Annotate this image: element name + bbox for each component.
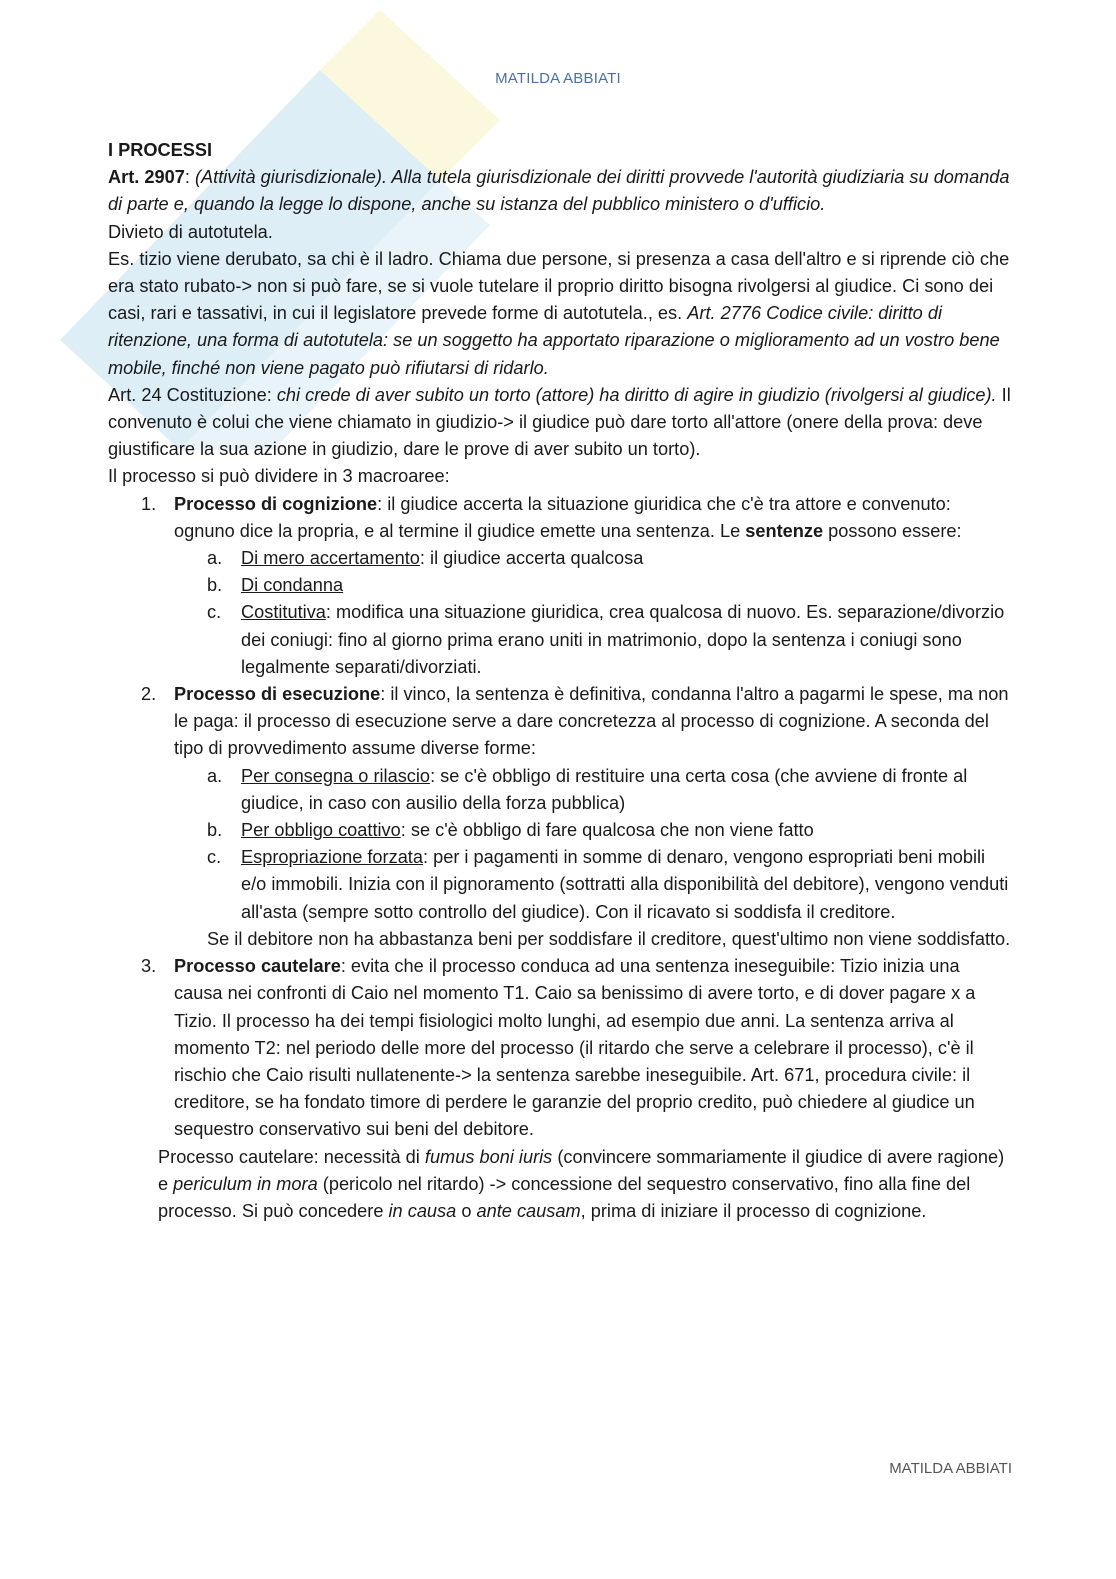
article-text: (Attività giurisdizionale). Alla tutela giurisdizionale dei diritti provvede l'autorità giudiziaria su domanda di parte e, quando la legge lo dispone, anche su istanza del pubblico ministero o d'ufficio.: [108, 167, 1010, 215]
sub-item: b. Di condanna: [207, 575, 344, 596]
sub-item: b. Per obbligo coattivo: se c'è obbligo di fare qualcosa che non viene fatto: [207, 820, 814, 841]
sub-item: a. Per consegna o rilascio: se c'è obbligo di restituire una certa cosa (che avviene di fronte al giudice, in caso con ausilio della forza pubblica): [207, 765, 968, 813]
article-2907-paragraph: Art. 2907: (Attività giurisdizionale). Alla tutela giurisdizionale dei diritti provvede l'autorità giudiziaria su domanda di parte e, quando la legge lo dispone, anche su istanza del pubblico ministero o d'ufficio.: [108, 167, 1010, 215]
closing-paragraph: Processo cautelare: necessità di fumus boni iuris (convincere sommariamente il giudice di avere ragione) e periculum in mora (pericolo nel ritardo) -> concessione del sequestro conservativo, fino alla fine del processo. Si può concedere in causa o ante causam, prima di iniziare il processo di cognizione.: [158, 1146, 1005, 1221]
intro-paragraph: Il processo si può dividere in 3 macroaree:: [108, 466, 450, 487]
section-title: I PROCESSI: [108, 140, 213, 160]
page-footer-author: MATILDA ABBIATI: [889, 1460, 1012, 1477]
sub-item: c. Costitutiva: modifica una situazione giuridica, crea qualcosa di nuovo. Es. separazione/divorzio dei coniugi: fino al giorno prima erano uniti in matrimonio, dopo la sentenza i coniugi sono legalmente separati/divorziati.: [207, 602, 1005, 677]
divieto-paragraph: Divieto di autotutela.: [108, 221, 273, 242]
list-item-esecuzione: 2. Processo di esecuzione: il vinco, la sentenza è definitiva, condanna l'altro a pagarmi le spese, ma non le paga: il processo di esecuzione serve a dare concretezza al processo di cognizione. A seconda del tipo di provvedimento assume diverse forme:: [141, 684, 1009, 759]
list-item-cognizione: 1. Processo di cognizione: il giudice accerta la situazione giuridica che c'è tra attore e convenuto: ognuno dice la propria, e al termine il giudice emette una sentenza. Le sentenze possono essere:: [141, 493, 962, 541]
page-header-author: MATILDA ABBIATI: [495, 70, 621, 87]
example-paragraph: Es. tizio viene derubato, sa chi è il ladro. Chiama due persone, si presenza a casa dell'altro e si riprende ciò che era stato rubato-> non si può fare, se si vuole tutelare il proprio diritto bisogna rivolgersi al giudice. Ci sono dei casi, rari e tassativi, in cui il legislatore prevede forme di autotutela., es. Art. 2776 Codice civile: diritto di ritenzione, una forma di autotutela: se un soggetto ha apportato riparazione o miglioramento ad un vostro bene mobile, finché non viene pagato può rifiutarsi di ridarlo.: [108, 248, 1010, 378]
sub-item: c. Espropriazione forzata: per i pagamenti in somme di denaro, vengono espropriati beni mobili e/o immobili. Inizia con il pignoramento (sottratti alla disponibilità del debitore), vengono venduti all'asta (sempre sotto controllo del giudice). Con il ricavato si soddisfa il creditore.: [207, 847, 1009, 922]
article-ref: Art. 2907: [108, 167, 185, 188]
list-item-cautelare: 3. Processo cautelare: evita che il processo conduca ad una sentenza ineseguibile: Tizio inizia una causa nei confronti di Caio nel momento T1. Caio sa benissimo di avere torto, e di dover pagare x a Tizio. Il processo ha dei tempi fisiologici molto lunghi, ad esempio due anni. La sentenza arriva al momento T2: nel periodo delle more del processo (il ritardo che serve a celebrare il processo), c'è il rischio che Caio risulti nullatenente-> la sentenza sarebbe ineseguibile. Art. 671, procedura civile: il creditore, se ha fondato timore di perdere le garanzie del proprio credito, può chiedere al giudice un sequestro conservativo sui beni del debitore.: [141, 956, 976, 1140]
esecuzione-note: Se il debitore non ha abbastanza beni per soddisfare il creditore, quest'ultimo non viene soddisfatto.: [207, 928, 1011, 949]
article-24-paragraph: Art. 24 Costituzione: chi crede di aver subito un torto (attore) ha diritto di agire in giudizio (rivolgersi al giudice). Il convenuto è colui che viene chiamato in giudizio-> il giudice può dare torto all'attore (onere della prova: deve giustificare la sua azione in giudizio, dare le prove di aver subito un torto).: [108, 384, 1011, 460]
document-body: [108, 137, 1013, 1225]
sub-item: a. Di mero accertamento: il giudice accerta qualcosa: [207, 548, 644, 569]
